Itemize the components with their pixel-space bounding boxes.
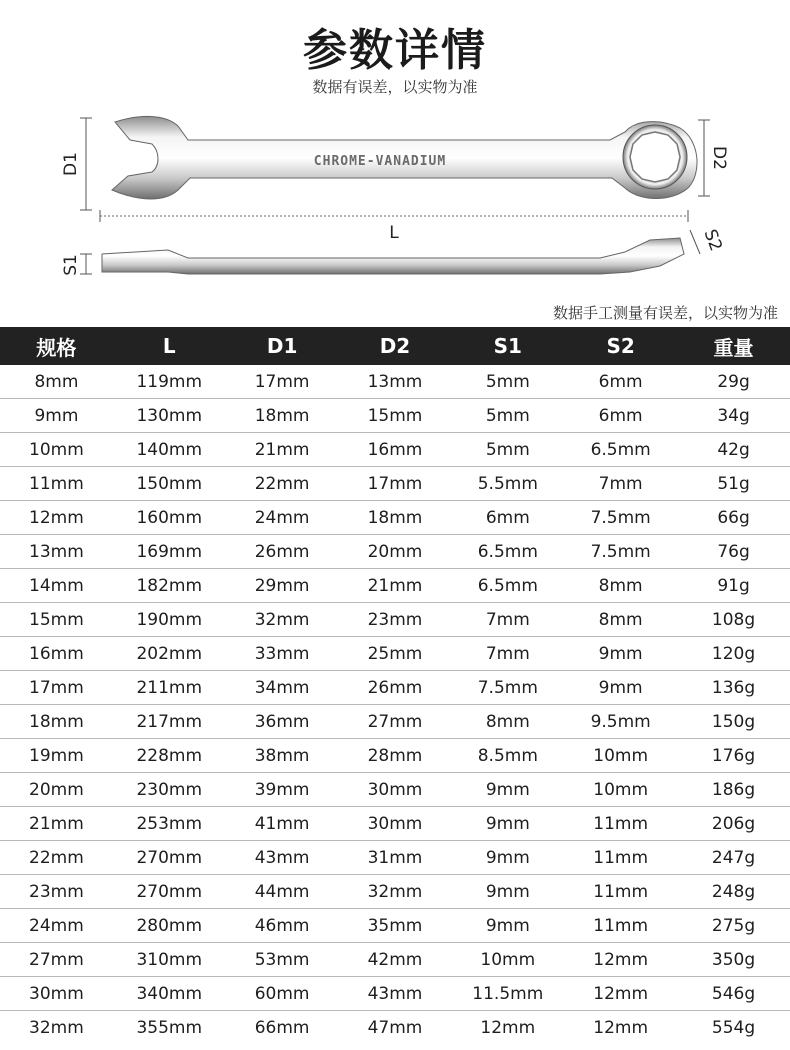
- cell-s1: 9mm: [451, 875, 564, 909]
- table-row: [0, 909, 790, 943]
- cell-s1: 9mm: [451, 909, 564, 943]
- cell-s1: 9mm: [451, 773, 564, 807]
- cell-s1: 8.5mm: [451, 739, 564, 773]
- cell-d1: 22mm: [226, 467, 339, 501]
- cell-s2: 9mm: [564, 671, 677, 705]
- cell-s2: 10mm: [564, 739, 677, 773]
- wrench-diagram: [0, 104, 790, 300]
- cell-spec: 24mm: [0, 909, 113, 943]
- cell-l: 228mm: [113, 739, 226, 773]
- cell-s1: 6.5mm: [451, 569, 564, 603]
- cell-spec: 18mm: [0, 705, 113, 739]
- cell-s2: 12mm: [593, 1017, 649, 1038]
- cell-s1: 7mm: [451, 637, 564, 671]
- table-row: [0, 943, 790, 977]
- cell-s1: 6mm: [451, 501, 564, 535]
- cell-spec: 30mm: [0, 977, 113, 1011]
- cell-weight: 350g: [677, 943, 790, 977]
- cell-d1: 44mm: [226, 875, 339, 909]
- cell-l: 280mm: [113, 909, 226, 943]
- cell-s2: 8mm: [564, 603, 677, 637]
- cell-s2: 7mm: [564, 467, 677, 501]
- cell-s1: 6.5mm: [451, 535, 564, 569]
- cell-d2: 20mm: [339, 535, 452, 569]
- cell-weight: 206g: [677, 807, 790, 841]
- cell-weight: 136g: [677, 671, 790, 705]
- cell-d1: 34mm: [226, 671, 339, 705]
- cell-s1: 10mm: [451, 943, 564, 977]
- cell-spec: 12mm: [0, 501, 113, 535]
- table-row: [0, 365, 790, 399]
- table-row: [0, 433, 790, 467]
- spec-table-header: [0, 327, 790, 365]
- cell-weight: 66g: [677, 501, 790, 535]
- cell-spec: 21mm: [0, 807, 113, 841]
- cell-l: 202mm: [113, 637, 226, 671]
- cell-s2: 12mm: [564, 943, 677, 977]
- cell-l: 230mm: [113, 773, 226, 807]
- cell-s1: 5mm: [451, 399, 564, 433]
- cell-d2: 23mm: [339, 603, 452, 637]
- table-row: [0, 841, 790, 875]
- page-title: 参数详情: [303, 25, 487, 76]
- wrench-side-view: [102, 238, 684, 274]
- cell-spec: 20mm: [0, 773, 113, 807]
- cell-s1: 5.5mm: [451, 467, 564, 501]
- cell-d2: 31mm: [339, 841, 452, 875]
- cell-d2: 28mm: [339, 739, 452, 773]
- table-row: [0, 773, 790, 807]
- cell-spec: 10mm: [0, 433, 113, 467]
- table-row: [0, 603, 790, 637]
- cell-s1: 7.5mm: [451, 671, 564, 705]
- table-row: [0, 739, 790, 773]
- cell-s2: 11mm: [564, 875, 677, 909]
- cell-l: 310mm: [113, 943, 226, 977]
- table-row: [0, 1011, 790, 1045]
- page-subtitle: 数据有误差，以实物为准: [312, 78, 478, 96]
- cell-weight: 34g: [677, 399, 790, 433]
- cell-weight: 554g: [711, 1017, 756, 1038]
- cell-s2: 6mm: [564, 399, 677, 433]
- cell-spec: 23mm: [0, 875, 113, 909]
- cell-weight: 29g: [677, 365, 790, 399]
- cell-weight: 546g: [677, 977, 790, 1011]
- cell-s1: 12mm: [480, 1017, 536, 1038]
- cell-spec: 22mm: [0, 841, 113, 875]
- cell-d1: 26mm: [226, 535, 339, 569]
- table-row: [0, 807, 790, 841]
- header-s2: S2: [606, 334, 635, 358]
- cell-l: 150mm: [113, 467, 226, 501]
- cell-d1: 21mm: [226, 433, 339, 467]
- cell-d2: 26mm: [339, 671, 452, 705]
- cell-l: 182mm: [113, 569, 226, 603]
- cell-l: 190mm: [113, 603, 226, 637]
- table-row: [0, 705, 790, 739]
- cell-d2: 30mm: [339, 773, 452, 807]
- cell-d2: 21mm: [339, 569, 452, 603]
- cell-s2: 12mm: [564, 977, 677, 1011]
- cell-spec: 14mm: [0, 569, 113, 603]
- cell-spec: 32mm: [29, 1017, 84, 1038]
- cell-l: 355mm: [136, 1017, 203, 1038]
- cell-l: 140mm: [113, 433, 226, 467]
- cell-l: 270mm: [113, 875, 226, 909]
- cell-d2: 35mm: [339, 909, 452, 943]
- table-row: [0, 467, 790, 501]
- cell-spec: 27mm: [0, 943, 113, 977]
- cell-s2: 11mm: [564, 841, 677, 875]
- cell-d1: 32mm: [226, 603, 339, 637]
- table-row: [0, 535, 790, 569]
- header-s1: S1: [493, 334, 522, 358]
- cell-weight: 91g: [677, 569, 790, 603]
- cell-d2: 27mm: [339, 705, 452, 739]
- cell-d2: 47mm: [367, 1017, 423, 1038]
- cell-s1: 7mm: [451, 603, 564, 637]
- cell-d1: 46mm: [226, 909, 339, 943]
- cell-l: 270mm: [113, 841, 226, 875]
- cell-d2: 42mm: [339, 943, 452, 977]
- cell-spec: 16mm: [0, 637, 113, 671]
- spec-table: [0, 327, 790, 1044]
- cell-d1: 43mm: [226, 841, 339, 875]
- cell-d1: 36mm: [226, 705, 339, 739]
- cell-spec: 17mm: [0, 671, 113, 705]
- cell-l: 160mm: [113, 501, 226, 535]
- dim-label-s2: S2: [699, 226, 726, 254]
- cell-weight: 247g: [677, 841, 790, 875]
- cell-d1: 53mm: [226, 943, 339, 977]
- measurement-note: 数据手工测量有误差，以实物为准: [552, 304, 778, 322]
- cell-l: 217mm: [113, 705, 226, 739]
- cell-s2: 11mm: [564, 807, 677, 841]
- dim-label-d1: D1: [61, 152, 81, 176]
- cell-weight: 150g: [677, 705, 790, 739]
- cell-d2: 25mm: [339, 637, 452, 671]
- cell-d2: 13mm: [339, 365, 452, 399]
- cell-d2: 16mm: [339, 433, 452, 467]
- cell-d2: 32mm: [339, 875, 452, 909]
- table-row: [0, 671, 790, 705]
- cell-l: 119mm: [113, 365, 226, 399]
- cell-d1: 66mm: [254, 1017, 310, 1038]
- dim-label-d2: D2: [709, 146, 729, 170]
- cell-weight: 275g: [677, 909, 790, 943]
- cell-d1: 41mm: [226, 807, 339, 841]
- cell-d1: 29mm: [226, 569, 339, 603]
- cell-s1: 5mm: [451, 365, 564, 399]
- brand-engraving: CHROME-VANADIUM: [313, 154, 447, 169]
- header-spec: 规格: [36, 335, 77, 360]
- dim-label-s1: S1: [61, 254, 81, 276]
- cell-s2: 9mm: [564, 637, 677, 671]
- cell-d2: 18mm: [339, 501, 452, 535]
- cell-s1: 9mm: [451, 807, 564, 841]
- cell-s2: 6mm: [564, 365, 677, 399]
- cell-s1: 5mm: [451, 433, 564, 467]
- cell-spec: 8mm: [0, 365, 113, 399]
- cell-s2: 7.5mm: [564, 501, 677, 535]
- wrench-top-view: [112, 116, 697, 199]
- table-row: [0, 501, 790, 535]
- cell-d1: 38mm: [226, 739, 339, 773]
- cell-weight: 248g: [677, 875, 790, 909]
- cell-weight: 42g: [677, 433, 790, 467]
- cell-d1: 18mm: [226, 399, 339, 433]
- cell-s2: 10mm: [564, 773, 677, 807]
- cell-weight: 186g: [677, 773, 790, 807]
- cell-d2: 15mm: [339, 399, 452, 433]
- cell-d1: 33mm: [226, 637, 339, 671]
- cell-d1: 60mm: [226, 977, 339, 1011]
- cell-spec: 9mm: [0, 399, 113, 433]
- cell-s2: 7.5mm: [564, 535, 677, 569]
- cell-l: 130mm: [113, 399, 226, 433]
- table-row: [0, 875, 790, 909]
- cell-weight: 76g: [677, 535, 790, 569]
- cell-d2: 30mm: [339, 807, 452, 841]
- cell-d1: 24mm: [226, 501, 339, 535]
- cell-weight: 176g: [677, 739, 790, 773]
- cell-s2: 9.5mm: [564, 705, 677, 739]
- cell-s2: 11mm: [564, 909, 677, 943]
- header-l: L: [162, 334, 176, 358]
- cell-weight: 120g: [677, 637, 790, 671]
- cell-d1: 39mm: [226, 773, 339, 807]
- cell-spec: 15mm: [0, 603, 113, 637]
- cell-l: 169mm: [113, 535, 226, 569]
- cell-weight: 108g: [677, 603, 790, 637]
- cell-d2: 43mm: [339, 977, 452, 1011]
- cell-d2: 17mm: [339, 467, 452, 501]
- cell-s2: 6.5mm: [564, 433, 677, 467]
- cell-s1: 11.5mm: [451, 977, 564, 1011]
- cell-weight: 51g: [677, 467, 790, 501]
- cell-s1: 8mm: [451, 705, 564, 739]
- cell-s1: 9mm: [451, 841, 564, 875]
- cell-l: 253mm: [113, 807, 226, 841]
- dim-label-l: L: [389, 223, 399, 243]
- table-row: [0, 977, 790, 1011]
- cell-d1: 17mm: [226, 365, 339, 399]
- cell-l: 211mm: [113, 671, 226, 705]
- header-d1: D1: [266, 334, 298, 358]
- cell-spec: 11mm: [0, 467, 113, 501]
- cell-l: 340mm: [113, 977, 226, 1011]
- table-row: [0, 399, 790, 433]
- header-weight: 重量: [713, 335, 754, 360]
- table-row: [0, 569, 790, 603]
- cell-spec: 19mm: [0, 739, 113, 773]
- header-d2: D2: [379, 334, 411, 358]
- cell-s2: 8mm: [564, 569, 677, 603]
- cell-spec: 13mm: [0, 535, 113, 569]
- table-row: [0, 637, 790, 671]
